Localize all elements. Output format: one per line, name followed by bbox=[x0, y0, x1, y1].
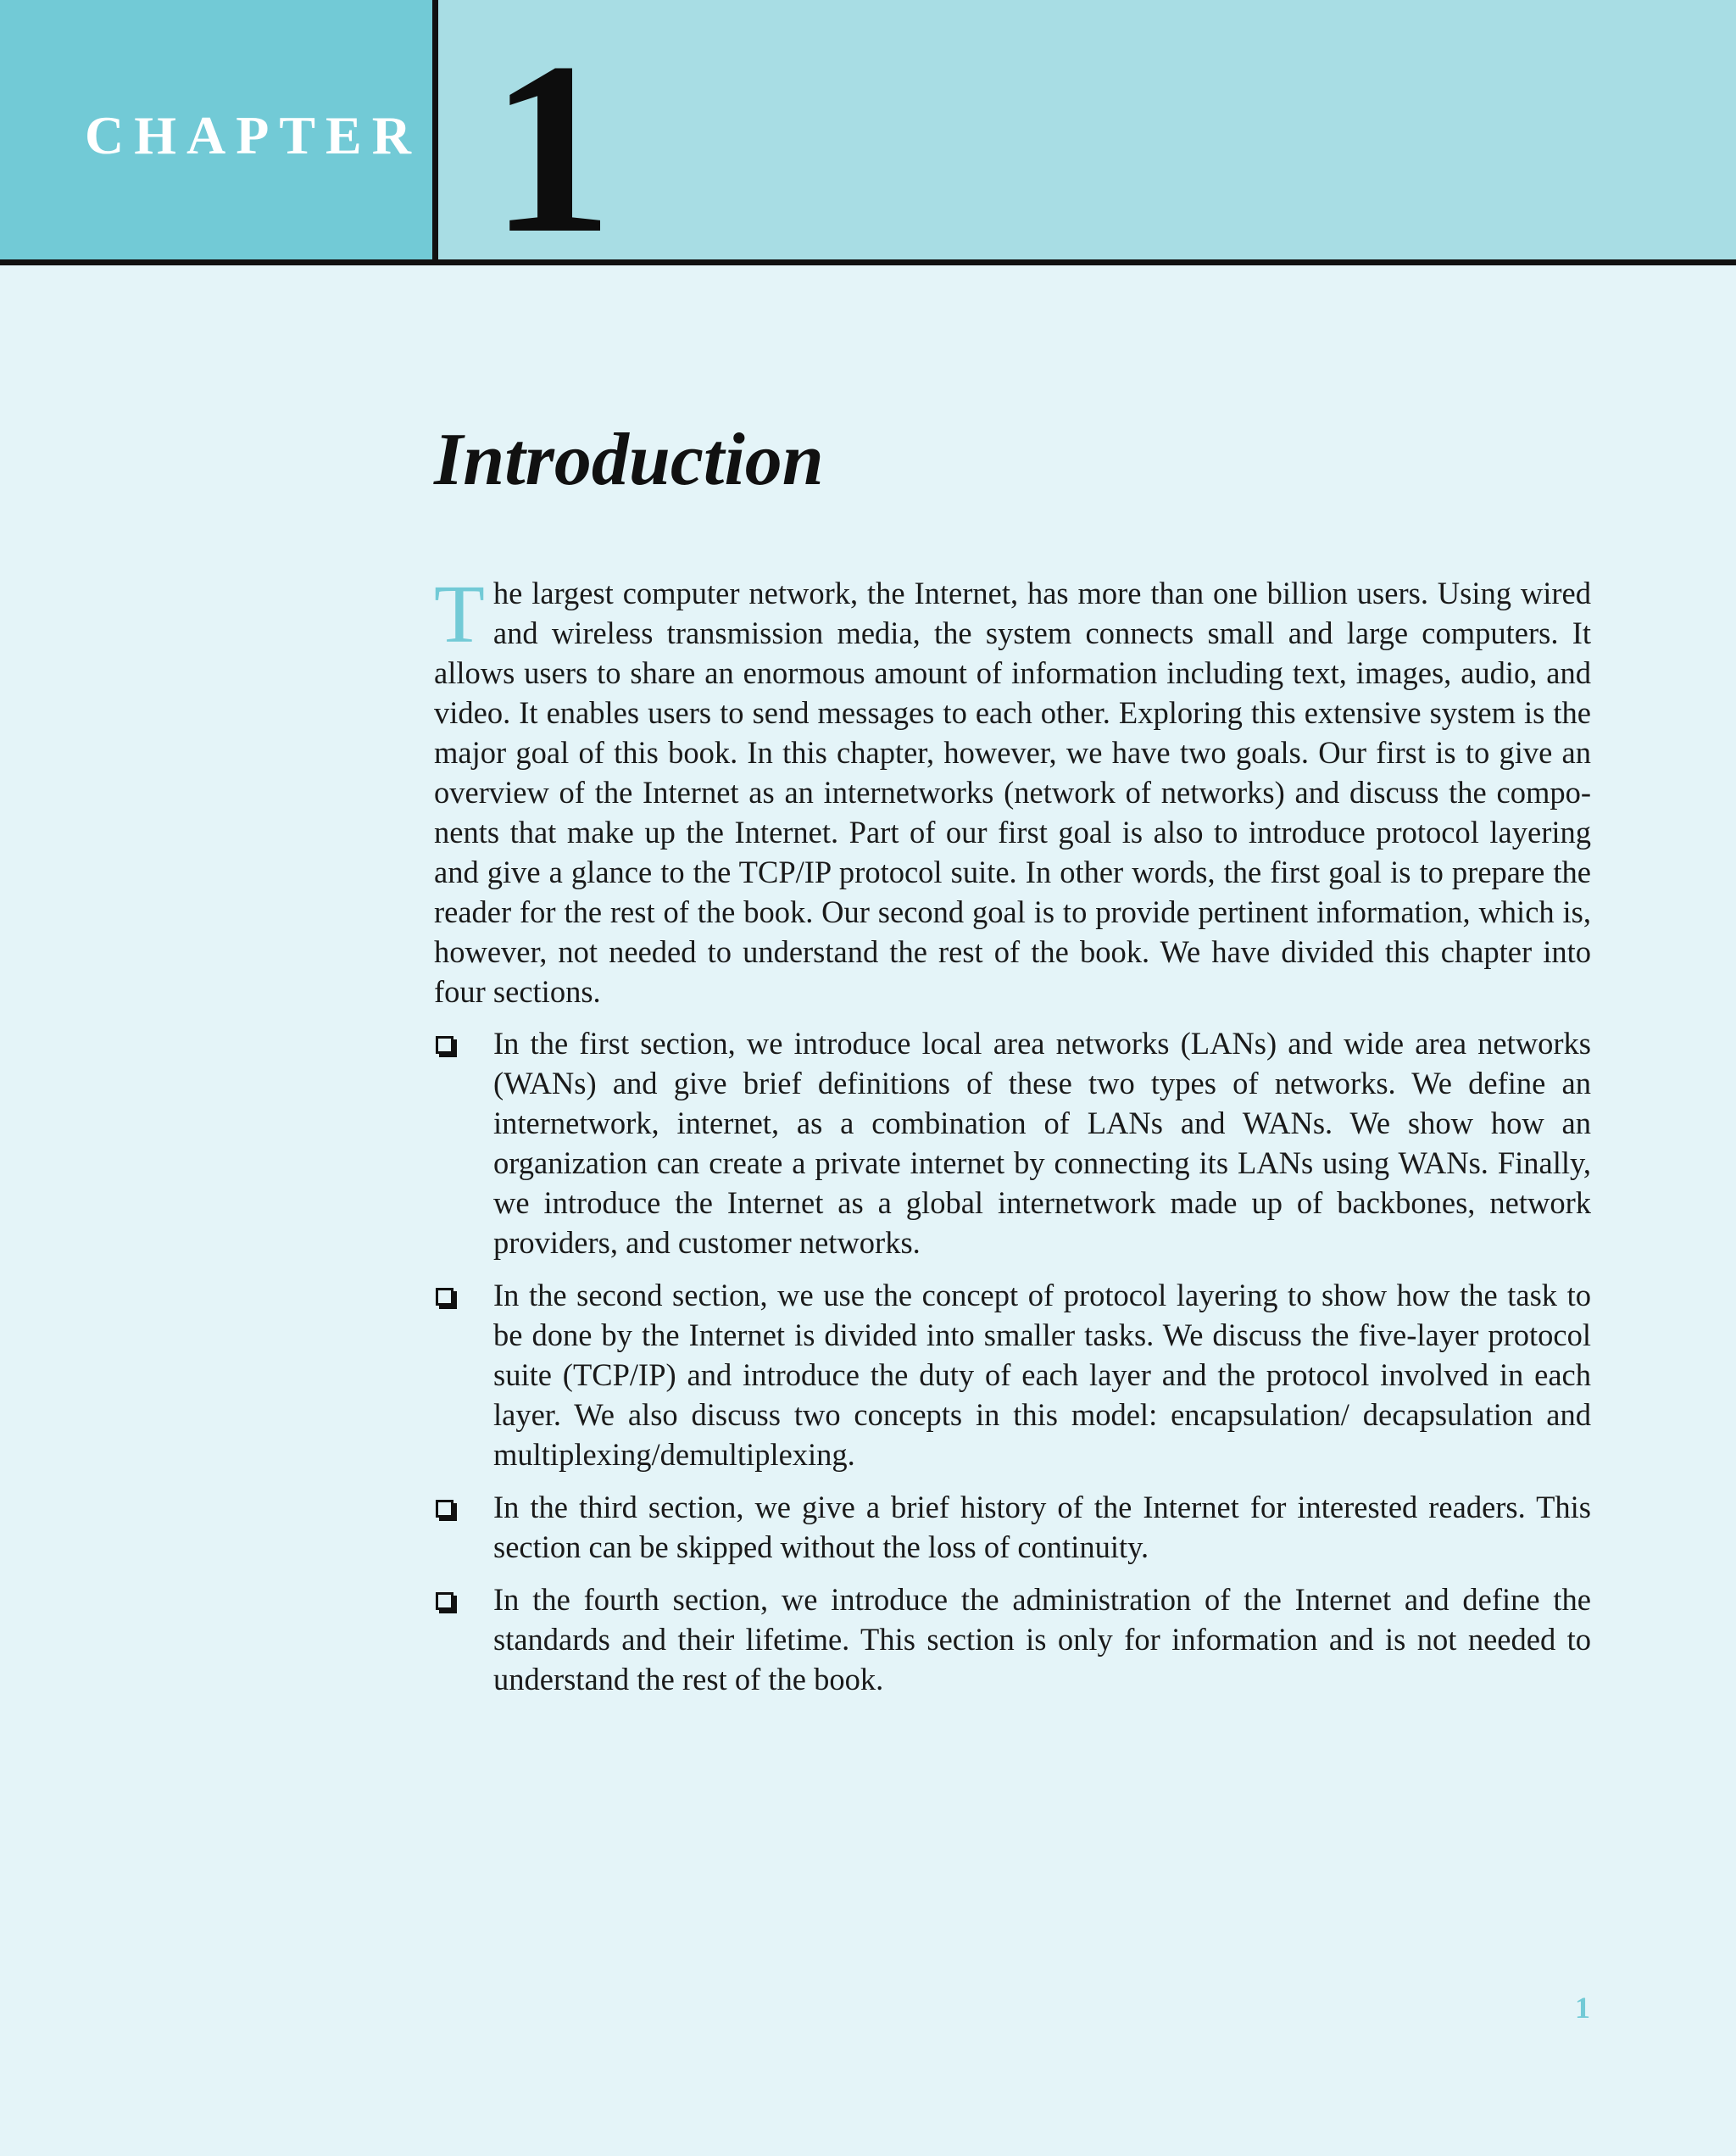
square-bullet-icon bbox=[436, 1288, 453, 1306]
chapter-number: 1 bbox=[490, 12, 613, 284]
list-item-text: In the first section, we introduce local area networks (LANs) and wide area networks (WANs) and give brief definitions of these two types of networks. We define an internetwork, internet, as a combination of LANs and WANs. We show how an organization can create a private internet by connecting its LANs using WANs. Finally, we introduce the Internet as a global internetwork made up of backbones, network providers, and customer networks. bbox=[493, 1026, 1591, 1260]
square-bullet-icon bbox=[436, 1500, 453, 1518]
list-item bbox=[434, 1487, 1591, 1567]
list-item bbox=[434, 1579, 1591, 1699]
list-item bbox=[434, 1275, 1591, 1474]
intro-text: he largest computer network, the Internet, has more than one billion users. Using wired and wireless transmission media, the system connects small and large computers. It allows users to share an enormous amount of information including text, images, audio, and video. It enables users to send messages to each other. Exploring this extensive system is the major goal of this book. In this chapter, however, we have two goals. Our first is to give an overview of the Internet as an internetworks (network of networks) and discuss the components that make up the Internet. Part of our first goal is also to introduce protocol layering and give a glance to the TCP/IP protocol suite. In other words, the first goal is to prepare the reader for the rest of the book. Our second goal is to provide pertinent information, which is, however, not needed to understand the rest of the book. We have divided this chapter into four sections. bbox=[434, 576, 1591, 1009]
header-horizontal-rule bbox=[0, 259, 1736, 265]
chapter-body bbox=[434, 569, 1591, 1712]
intro-paragraph bbox=[434, 569, 1591, 1011]
square-bullet-icon bbox=[436, 1036, 453, 1054]
list-item-text: In the fourth section, we introduce the administration of the Internet and define the standards and their lifetime. This section is only for information and is not needed to understand the rest of the book. bbox=[493, 1582, 1591, 1696]
list-item-text: In the third section, we give a brief history of the Internet for interested readers. This section can be skipped without the loss of continuity. bbox=[493, 1490, 1591, 1564]
list-item-text: In the second section, we use the concept of protocol layering to show how the task to be done by the Internet is divided into smaller tasks. We discuss the five-layer protocol suite (TCP/IP) and introduce the duty of each layer and the protocol involved in each layer. We also discuss two concepts in this model: encapsulation/ decapsulation and multiplexing/demultiplexing. bbox=[493, 1278, 1591, 1472]
list-item bbox=[434, 1023, 1591, 1262]
chapter-title: Introduction bbox=[434, 418, 824, 501]
square-bullet-icon bbox=[436, 1592, 453, 1610]
page-number: 1 bbox=[1575, 1991, 1590, 2025]
header-vertical-rule bbox=[432, 0, 438, 265]
chapter-label: CHAPTER bbox=[85, 105, 421, 165]
chapter-label-box bbox=[0, 0, 432, 259]
drop-cap: T bbox=[434, 569, 485, 660]
section-overview-list bbox=[434, 1023, 1591, 1699]
